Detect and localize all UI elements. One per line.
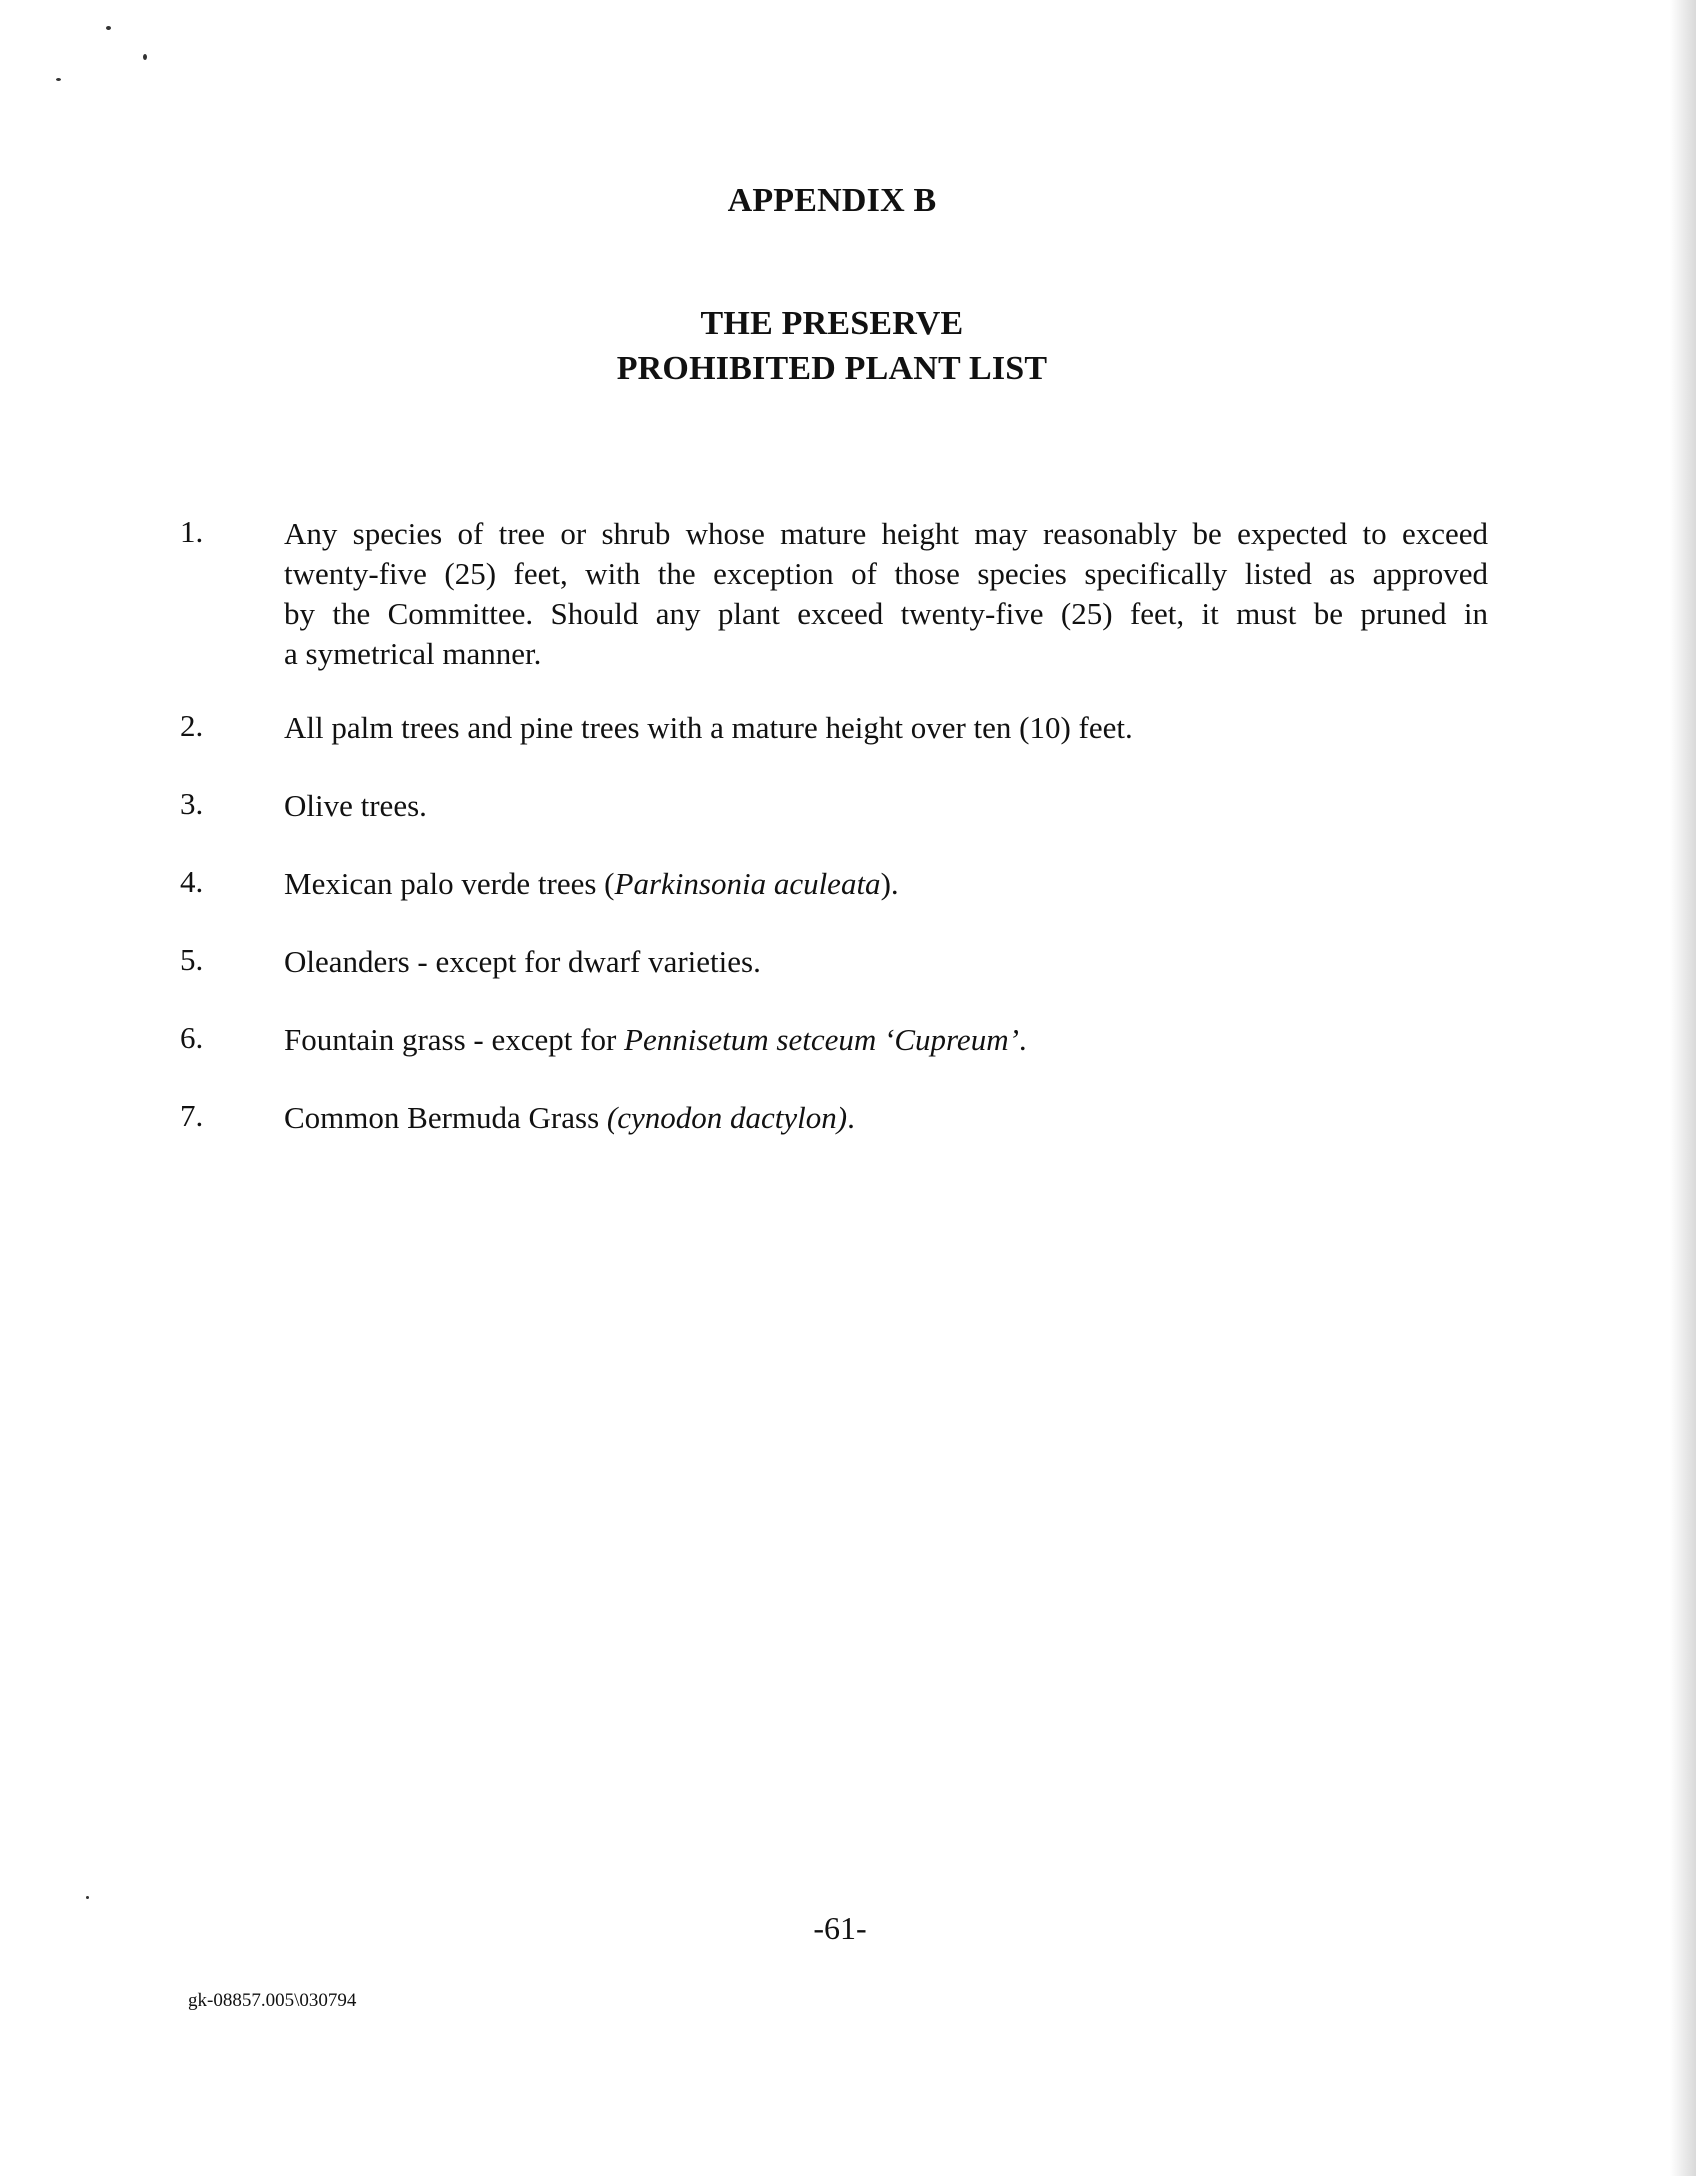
list-item-number: 4. [180,864,204,899]
list-item-number: 1. [180,514,204,549]
scan-speck [56,78,61,81]
document-code: gk-08857.005\030794 [188,1990,357,2011]
scientific-name: (cynodon dactylon) [606,1100,848,1135]
document-title-line-2: PROHIBITED PLANT LIST [616,350,1048,387]
list-item-number: 5. [180,942,204,977]
list-item-text [284,514,1488,674]
list-item-line: Any species of tree or shrub whose mature height may reasonably be expected to exceed [284,516,1488,551]
list-item-number: 3. [180,786,204,821]
list-item-text-part: Fountain grass - except for [284,1022,625,1057]
list-item-text [284,1020,1488,1060]
scientific-name: Parkinsonia aculeata [614,866,881,901]
list-item-line: by the Committee. Should any plant exceed twenty-five (25) feet, it must be pruned in [284,596,1488,631]
scan-speck [86,1896,89,1899]
list-item-text-part: Common Bermuda Grass [284,1100,607,1135]
list-item-number: 6. [180,1020,204,1055]
list-item-text-part: . [1018,1022,1027,1057]
list-item-line: a symetrical manner. [284,636,542,671]
page-number: -61- [813,1910,867,1946]
scan-edge-shadow [1670,0,1696,2176]
list-item-text-part: Mexican palo verde trees ( [284,866,615,901]
document-title-line-1: THE PRESERVE [700,305,964,342]
list-item-text: Oleanders - except for dwarf varieties. [284,944,761,979]
scan-speck [143,54,147,60]
list-item-text [284,864,1488,904]
list-item-text [284,1098,1488,1138]
list-item-text-part: ). [880,866,899,901]
list-item-text: All palm trees and pine trees with a mature height over ten (10) feet. [284,710,1133,745]
list-item-number: 7. [180,1098,204,1133]
list-item-text: Olive trees. [284,788,427,823]
scan-speck [106,26,111,30]
list-item-number: 2. [180,708,204,743]
scientific-name: Pennisetum setceum ‘Cupreum’ [624,1022,1019,1057]
list-item-text-part: . [847,1100,855,1135]
list-item-line: twenty-five (25) feet, with the exception of those species specifically listed as approved [284,556,1488,591]
appendix-heading: APPENDIX B [727,182,937,219]
